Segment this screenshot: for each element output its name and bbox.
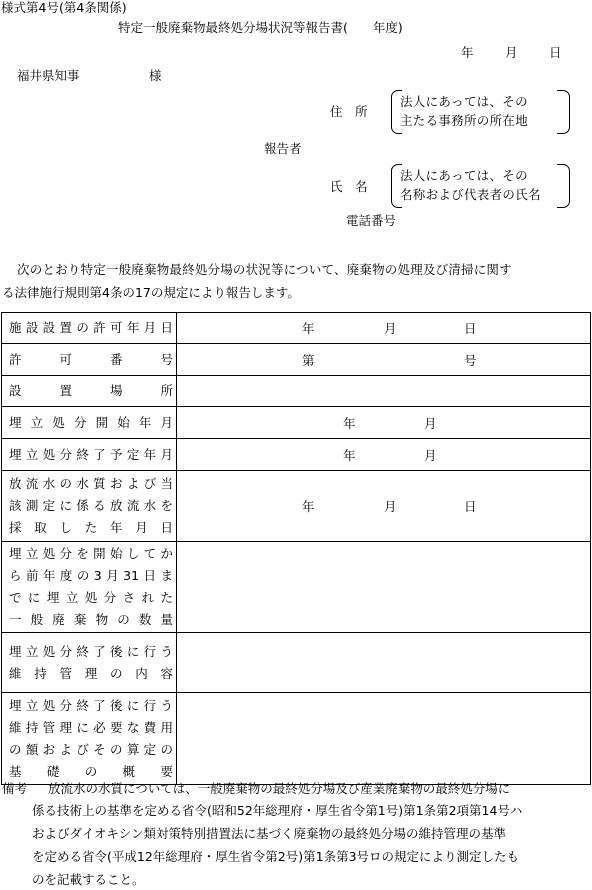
value-day: 日 bbox=[464, 321, 477, 336]
table-row bbox=[2, 407, 591, 439]
name-note-line-2: 名称および代表者の氏名 bbox=[400, 187, 541, 202]
label-line: 埋立処分終了後に行う bbox=[9, 643, 173, 659]
label-line: 施設設置の許可年月日 bbox=[9, 320, 173, 335]
label-line: 基礎の概要 bbox=[9, 763, 173, 779]
label-line: 該測定に係る放流水を bbox=[9, 498, 173, 513]
row-value bbox=[177, 407, 591, 439]
table-row bbox=[2, 439, 591, 471]
row-label bbox=[2, 407, 177, 439]
value-month: 月 bbox=[384, 499, 397, 514]
date-year: 年 bbox=[461, 45, 474, 60]
value-suffix: 号 bbox=[464, 352, 477, 368]
note-line-5: のを記載すること。 bbox=[32, 872, 145, 887]
table-row bbox=[2, 376, 591, 407]
row-value bbox=[177, 693, 591, 785]
label-line: 埋立処分終了後に行う bbox=[9, 697, 173, 713]
address-note-line-1: 法人にあっては、その bbox=[400, 94, 528, 109]
row-value bbox=[177, 313, 591, 344]
table-row bbox=[2, 313, 591, 344]
date-month: 月 bbox=[505, 45, 518, 60]
value-year: 年 bbox=[343, 447, 356, 463]
row-label bbox=[2, 471, 177, 542]
intro-line-1: 次のとおり特定一般廃棄物最終処分場の状況等について、廃棄物の処理及び清掃に関す bbox=[17, 262, 512, 277]
row-label bbox=[2, 344, 177, 376]
row-label bbox=[2, 313, 177, 344]
name-note-line-1: 法人にあっては、その bbox=[400, 168, 528, 183]
row-value bbox=[177, 344, 591, 376]
phone-label: 電話番号 bbox=[346, 213, 397, 228]
value-month: 月 bbox=[384, 321, 397, 336]
label-line: 埋立処分を開始してか bbox=[9, 546, 173, 561]
label-line: の額およびその算定の bbox=[9, 741, 173, 757]
label-line: ら前年度の3月31日ま bbox=[9, 568, 173, 583]
value-year: 年 bbox=[343, 415, 356, 431]
label-line: 許 可 番 号 bbox=[9, 351, 173, 367]
label-line: 維持管理に必要な費用 bbox=[9, 719, 173, 735]
note-head: 備考 bbox=[2, 781, 28, 796]
note-line-3: およびダイオキシン類対策特別措置法に基づく廃棄物の最終処分場の維持管理の基準 bbox=[32, 826, 506, 841]
addressee-honorific: 様 bbox=[149, 68, 162, 83]
address-note-line-2: 主たる事務所の所在地 bbox=[400, 113, 529, 128]
form-number: 様式第4号(第4条関係) bbox=[1, 0, 127, 15]
reporter-label: 報告者 bbox=[264, 141, 302, 156]
report-table bbox=[1, 312, 591, 785]
table-row bbox=[2, 344, 591, 376]
row-label bbox=[2, 376, 177, 407]
label-line: 設 置 場 所 bbox=[9, 383, 173, 398]
row-value bbox=[177, 471, 591, 542]
name-label: 氏 名 bbox=[330, 179, 368, 194]
note-line-2: 係る技術上の基準を定める省令(昭和52年総理府・厚生省令第1号)第1条第2項第14号ハ bbox=[32, 803, 523, 818]
value-prefix: 第 bbox=[302, 352, 315, 368]
date-day: 日 bbox=[549, 45, 562, 60]
intro-line-2: る法律施行規則第4条の17の規定により報告します。 bbox=[2, 285, 300, 300]
label-line: でに埋立処分された bbox=[9, 590, 173, 605]
label-line: 採取した年月日 bbox=[9, 520, 173, 535]
address-label: 住 所 bbox=[330, 104, 368, 119]
value-year: 年 bbox=[302, 499, 315, 514]
label-line: 放流水の水質および当 bbox=[9, 476, 173, 491]
row-label bbox=[2, 693, 177, 785]
label-line: 埋立処分開始年月 bbox=[9, 414, 173, 430]
note-line-4: を定める省令(平成12年総理府・厚生省令第2号)第1条第3号ロの規定により測定したも bbox=[32, 849, 520, 864]
row-label bbox=[2, 633, 177, 693]
note-line-1: 放流水の水質については、一般廃棄物の最終処分場及び産業廃棄物の最終処分場に bbox=[48, 781, 511, 796]
report-title: 特定一般廃棄物最終処分場状況等報告書( 年度) bbox=[118, 20, 403, 35]
row-value bbox=[177, 542, 591, 633]
label-line: 一般廃棄物の数量 bbox=[9, 612, 173, 627]
table-row bbox=[2, 633, 591, 693]
row-value bbox=[177, 633, 591, 693]
row-value bbox=[177, 439, 591, 471]
label-line: 維持管理の内容 bbox=[9, 665, 173, 681]
table-row bbox=[2, 471, 591, 542]
row-label bbox=[2, 439, 177, 471]
row-label bbox=[2, 542, 177, 633]
value-day: 日 bbox=[464, 499, 477, 514]
table-row bbox=[2, 693, 591, 785]
row-value bbox=[177, 376, 591, 407]
value-year: 年 bbox=[302, 321, 315, 336]
value-month: 月 bbox=[424, 447, 437, 463]
addressee-name: 福井県知事 bbox=[17, 68, 80, 83]
label-line: 埋立処分終了予定年月 bbox=[9, 446, 173, 462]
value-month: 月 bbox=[424, 415, 437, 431]
table-row bbox=[2, 542, 591, 633]
